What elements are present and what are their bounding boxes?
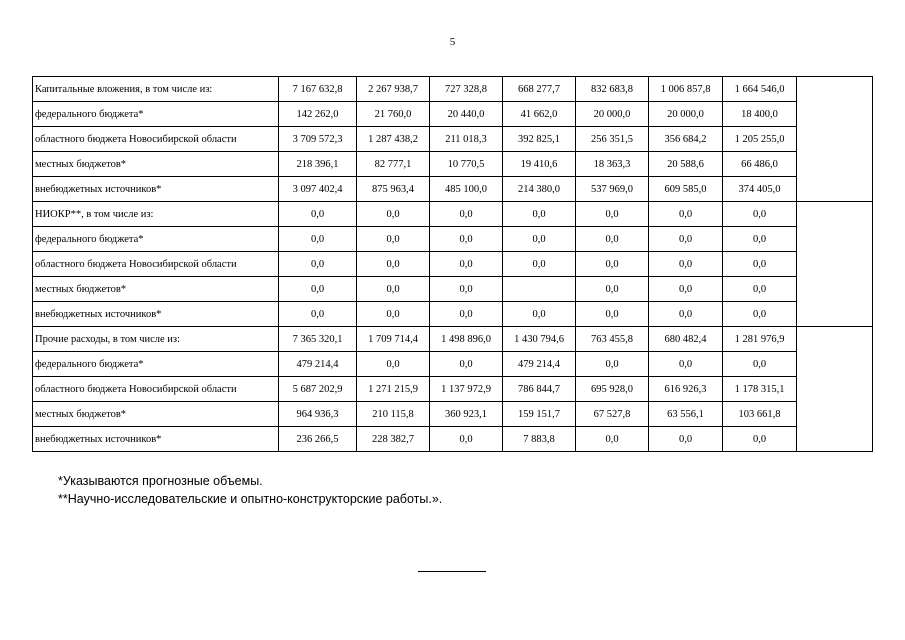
table-row — [33, 277, 873, 302]
value-cell: 616 926,3 — [649, 377, 723, 402]
value-cell: 3 097 402,4 — [279, 177, 357, 202]
value-cell: 0,0 — [723, 427, 797, 452]
value-cell: 256 351,5 — [576, 127, 649, 152]
value-cell: 0,0 — [576, 302, 649, 327]
value-cell: 2 267 938,7 — [357, 77, 430, 102]
value-cell: 0,0 — [649, 252, 723, 277]
value-cell: 537 969,0 — [576, 177, 649, 202]
value-cell: 0,0 — [649, 352, 723, 377]
value-cell: 0,0 — [576, 202, 649, 227]
row-label: Капитальные вложения, в том числе из: — [33, 77, 279, 102]
row-label: федерального бюджета* — [33, 352, 279, 377]
value-cell: 374 405,0 — [723, 177, 797, 202]
table-row — [33, 77, 873, 102]
value-cell: 0,0 — [430, 427, 503, 452]
table-row — [33, 102, 873, 127]
value-cell: 360 923,1 — [430, 402, 503, 427]
value-cell: 7 167 632,8 — [279, 77, 357, 102]
value-cell: 19 410,6 — [503, 152, 576, 177]
table-row — [33, 152, 873, 177]
value-cell: 3 709 572,3 — [279, 127, 357, 152]
value-cell: 0,0 — [430, 352, 503, 377]
value-cell: 159 151,7 — [503, 402, 576, 427]
notes-cell — [797, 327, 873, 452]
value-cell: 1 664 546,0 — [723, 77, 797, 102]
value-cell: 0,0 — [649, 277, 723, 302]
value-cell: 7 365 320,1 — [279, 327, 357, 352]
value-cell: 0,0 — [357, 277, 430, 302]
table-row — [33, 127, 873, 152]
value-cell: 10 770,5 — [430, 152, 503, 177]
value-cell: 1 271 215,9 — [357, 377, 430, 402]
page-number: 5 — [449, 36, 456, 48]
footnote-niokr: **Научно-исследовательские и опытно-конструкторские работы.». — [58, 492, 443, 506]
budget-table — [32, 76, 873, 452]
value-cell: 0,0 — [723, 302, 797, 327]
value-cell: 210 115,8 — [357, 402, 430, 427]
row-label: Прочие расходы, в том числе из: — [33, 327, 279, 352]
value-cell: 103 661,8 — [723, 402, 797, 427]
value-cell: 0,0 — [357, 202, 430, 227]
row-label: федерального бюджета* — [33, 227, 279, 252]
value-cell — [503, 277, 576, 302]
value-cell: 0,0 — [430, 252, 503, 277]
value-cell: 0,0 — [723, 277, 797, 302]
end-divider — [418, 571, 486, 572]
value-cell: 0,0 — [503, 202, 576, 227]
row-label: НИОКР**, в том числе из: — [33, 202, 279, 227]
value-cell: 680 482,4 — [649, 327, 723, 352]
value-cell: 0,0 — [503, 252, 576, 277]
value-cell: 0,0 — [279, 302, 357, 327]
value-cell: 0,0 — [649, 227, 723, 252]
row-label: областного бюджета Новосибирской области — [33, 252, 279, 277]
value-cell: 0,0 — [430, 202, 503, 227]
value-cell: 1 178 315,1 — [723, 377, 797, 402]
value-cell: 0,0 — [649, 427, 723, 452]
value-cell: 1 498 896,0 — [430, 327, 503, 352]
value-cell: 20 000,0 — [649, 102, 723, 127]
table-row — [33, 402, 873, 427]
value-cell: 0,0 — [576, 427, 649, 452]
value-cell: 0,0 — [503, 227, 576, 252]
value-cell: 0,0 — [723, 252, 797, 277]
row-label: местных бюджетов* — [33, 402, 279, 427]
value-cell: 695 928,0 — [576, 377, 649, 402]
value-cell: 18 400,0 — [723, 102, 797, 127]
value-cell: 0,0 — [279, 202, 357, 227]
value-cell: 21 760,0 — [357, 102, 430, 127]
value-cell: 0,0 — [430, 227, 503, 252]
value-cell: 214 380,0 — [503, 177, 576, 202]
value-cell: 0,0 — [723, 352, 797, 377]
value-cell: 875 963,4 — [357, 177, 430, 202]
value-cell: 0,0 — [430, 302, 503, 327]
value-cell: 0,0 — [357, 252, 430, 277]
value-cell: 0,0 — [279, 252, 357, 277]
row-label: областного бюджета Новосибирской области — [33, 377, 279, 402]
value-cell: 236 266,5 — [279, 427, 357, 452]
value-cell: 392 825,1 — [503, 127, 576, 152]
value-cell: 0,0 — [503, 302, 576, 327]
value-cell: 786 844,7 — [503, 377, 576, 402]
value-cell: 18 363,3 — [576, 152, 649, 177]
value-cell: 82 777,1 — [357, 152, 430, 177]
value-cell: 0,0 — [576, 227, 649, 252]
value-cell: 0,0 — [430, 277, 503, 302]
value-cell: 832 683,8 — [576, 77, 649, 102]
table-row — [33, 302, 873, 327]
value-cell: 668 277,7 — [503, 77, 576, 102]
value-cell: 1 430 794,6 — [503, 327, 576, 352]
value-cell: 609 585,0 — [649, 177, 723, 202]
value-cell: 0,0 — [649, 302, 723, 327]
value-cell: 20 000,0 — [576, 102, 649, 127]
value-cell: 964 936,3 — [279, 402, 357, 427]
table-body — [33, 77, 873, 452]
value-cell: 67 527,8 — [576, 402, 649, 427]
value-cell: 0,0 — [723, 202, 797, 227]
value-cell: 228 382,7 — [357, 427, 430, 452]
row-label: местных бюджетов* — [33, 152, 279, 177]
value-cell: 1 137 972,9 — [430, 377, 503, 402]
value-cell: 0,0 — [576, 352, 649, 377]
value-cell: 7 883,8 — [503, 427, 576, 452]
table-row — [33, 202, 873, 227]
value-cell: 0,0 — [576, 277, 649, 302]
value-cell: 0,0 — [576, 252, 649, 277]
footnotes — [58, 472, 442, 508]
value-cell: 0,0 — [279, 277, 357, 302]
value-cell: 41 662,0 — [503, 102, 576, 127]
value-cell: 1 281 976,9 — [723, 327, 797, 352]
table-row — [33, 377, 873, 402]
value-cell: 0,0 — [357, 302, 430, 327]
value-cell: 1 709 714,4 — [357, 327, 430, 352]
row-label: внебюджетных источников* — [33, 302, 279, 327]
value-cell: 356 684,2 — [649, 127, 723, 152]
value-cell: 211 018,3 — [430, 127, 503, 152]
value-cell: 479 214,4 — [503, 352, 576, 377]
value-cell: 1 287 438,2 — [357, 127, 430, 152]
value-cell: 1 205 255,0 — [723, 127, 797, 152]
value-cell: 142 262,0 — [279, 102, 357, 127]
table-row — [33, 352, 873, 377]
value-cell: 0,0 — [279, 227, 357, 252]
value-cell: 0,0 — [357, 227, 430, 252]
value-cell: 763 455,8 — [576, 327, 649, 352]
value-cell: 0,0 — [723, 227, 797, 252]
row-label: местных бюджетов* — [33, 277, 279, 302]
row-label: внебюджетных источников* — [33, 427, 279, 452]
notes-cell — [797, 77, 873, 202]
value-cell: 66 486,0 — [723, 152, 797, 177]
value-cell: 5 687 202,9 — [279, 377, 357, 402]
row-label: областного бюджета Новосибирской области — [33, 127, 279, 152]
value-cell: 63 556,1 — [649, 402, 723, 427]
value-cell: 479 214,4 — [279, 352, 357, 377]
value-cell: 20 440,0 — [430, 102, 503, 127]
value-cell: 0,0 — [649, 202, 723, 227]
value-cell: 485 100,0 — [430, 177, 503, 202]
value-cell: 218 396,1 — [279, 152, 357, 177]
table-row — [33, 427, 873, 452]
table-row — [33, 227, 873, 252]
table-row — [33, 327, 873, 352]
row-label: федерального бюджета* — [33, 102, 279, 127]
table-row — [33, 252, 873, 277]
notes-cell — [797, 202, 873, 327]
value-cell: 727 328,8 — [430, 77, 503, 102]
value-cell: 20 588,6 — [649, 152, 723, 177]
row-label: внебюджетных источников* — [33, 177, 279, 202]
value-cell: 0,0 — [357, 352, 430, 377]
value-cell: 1 006 857,8 — [649, 77, 723, 102]
footnote-forecast: *Указываются прогнозные объемы. — [58, 474, 263, 488]
table-row — [33, 177, 873, 202]
